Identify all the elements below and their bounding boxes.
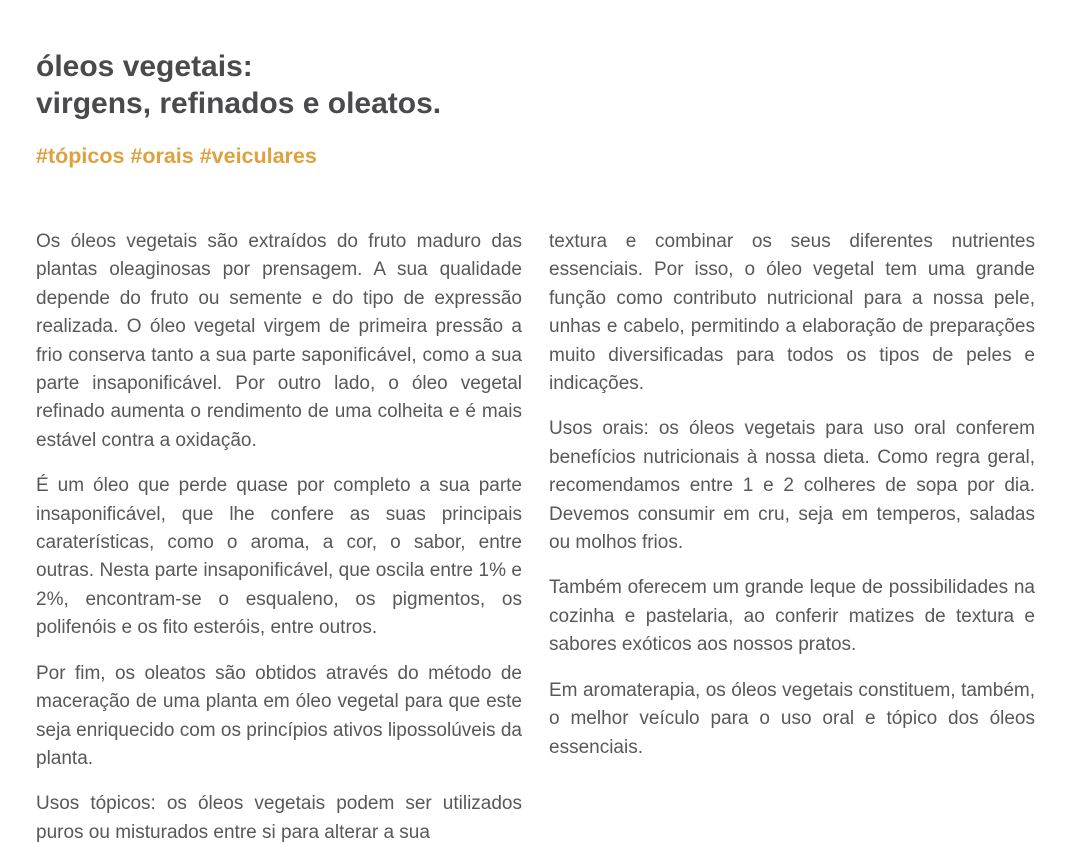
right-column bbox=[549, 228, 1035, 842]
paragraph-cozinha: Também oferecem um grande leque de possibilidades na cozinha e pastelaria, ao conferir matizes de textura e sabores exóticos aos nossos pratos. bbox=[549, 577, 1035, 656]
title-line-2: virgens, refinados e oleatos. bbox=[36, 87, 442, 120]
paragraph-insaponificavel: É um óleo que perde quase por completo a sua parte insaponificável, que lhe confere as suas principais caraterísticas, como o aroma, a cor, o sabor, entre outras. Nesta parte insaponificável, que oscila entre 1% e 2%, encontram-se o esqualeno, os pigmentos, os polifenóis e os fito esteróis, entre outros. bbox=[36, 475, 522, 639]
article-header bbox=[36, 48, 441, 168]
title-line-1: óleos vegetais: bbox=[36, 50, 253, 83]
page-title bbox=[36, 48, 441, 122]
paragraph-textura: textura e combinar os seus diferentes nutrientes essenciais. Por isso, o óleo vegetal tem uma grande função como contributo nutricional para a nossa pele, unhas e cabelo, permitindo a elaboração de preparações muito diversificadas para todos os tipos de peles e indicações. bbox=[549, 231, 1035, 395]
left-column bbox=[36, 228, 522, 842]
paragraph-aromaterapia: Em aromaterapia, os óleos vegetais constituem, também, o melhor veículo para o uso oral e tópico dos óleos essenciais. bbox=[549, 679, 1035, 758]
article-body bbox=[36, 228, 1035, 842]
paragraph-oleatos: Por fim, os oleatos são obtidos através do método de maceração de uma planta em óleo vegetal para que este seja enriquecido com os princípios ativos lipossolúveis da planta. bbox=[36, 662, 522, 769]
hashtags: #tópicos #orais #veiculares bbox=[36, 144, 317, 168]
paragraph-usos-orais: Usos orais: os óleos vegetais para uso oral conferem benefícios nutricionais à nossa dieta. Como regra geral, recomendamos entre 1 e 2 colheres de sopa por dia. Devemos consumir em cru, seja em temperos, saladas ou molhos frios. bbox=[549, 418, 1035, 554]
paragraph-intro: Os óleos vegetais são extraídos do fruto maduro das plantas oleaginosas por prensagem. A sua qualidade depende do fruto ou semente e do tipo de expressão realizada. O óleo vegetal virgem de primeira pressão a frio conserva tanto a sua parte saponificável, como a sua parte insaponificável. Por outro lado, o óleo vegetal refinado aumenta o rendimento de uma colheita e é mais estável contra a oxidação. bbox=[36, 231, 522, 451]
paragraph-usos-topicos: Usos tópicos: os óleos vegetais podem ser utilizados puros ou misturados entre si para alterar a sua bbox=[36, 793, 522, 842]
